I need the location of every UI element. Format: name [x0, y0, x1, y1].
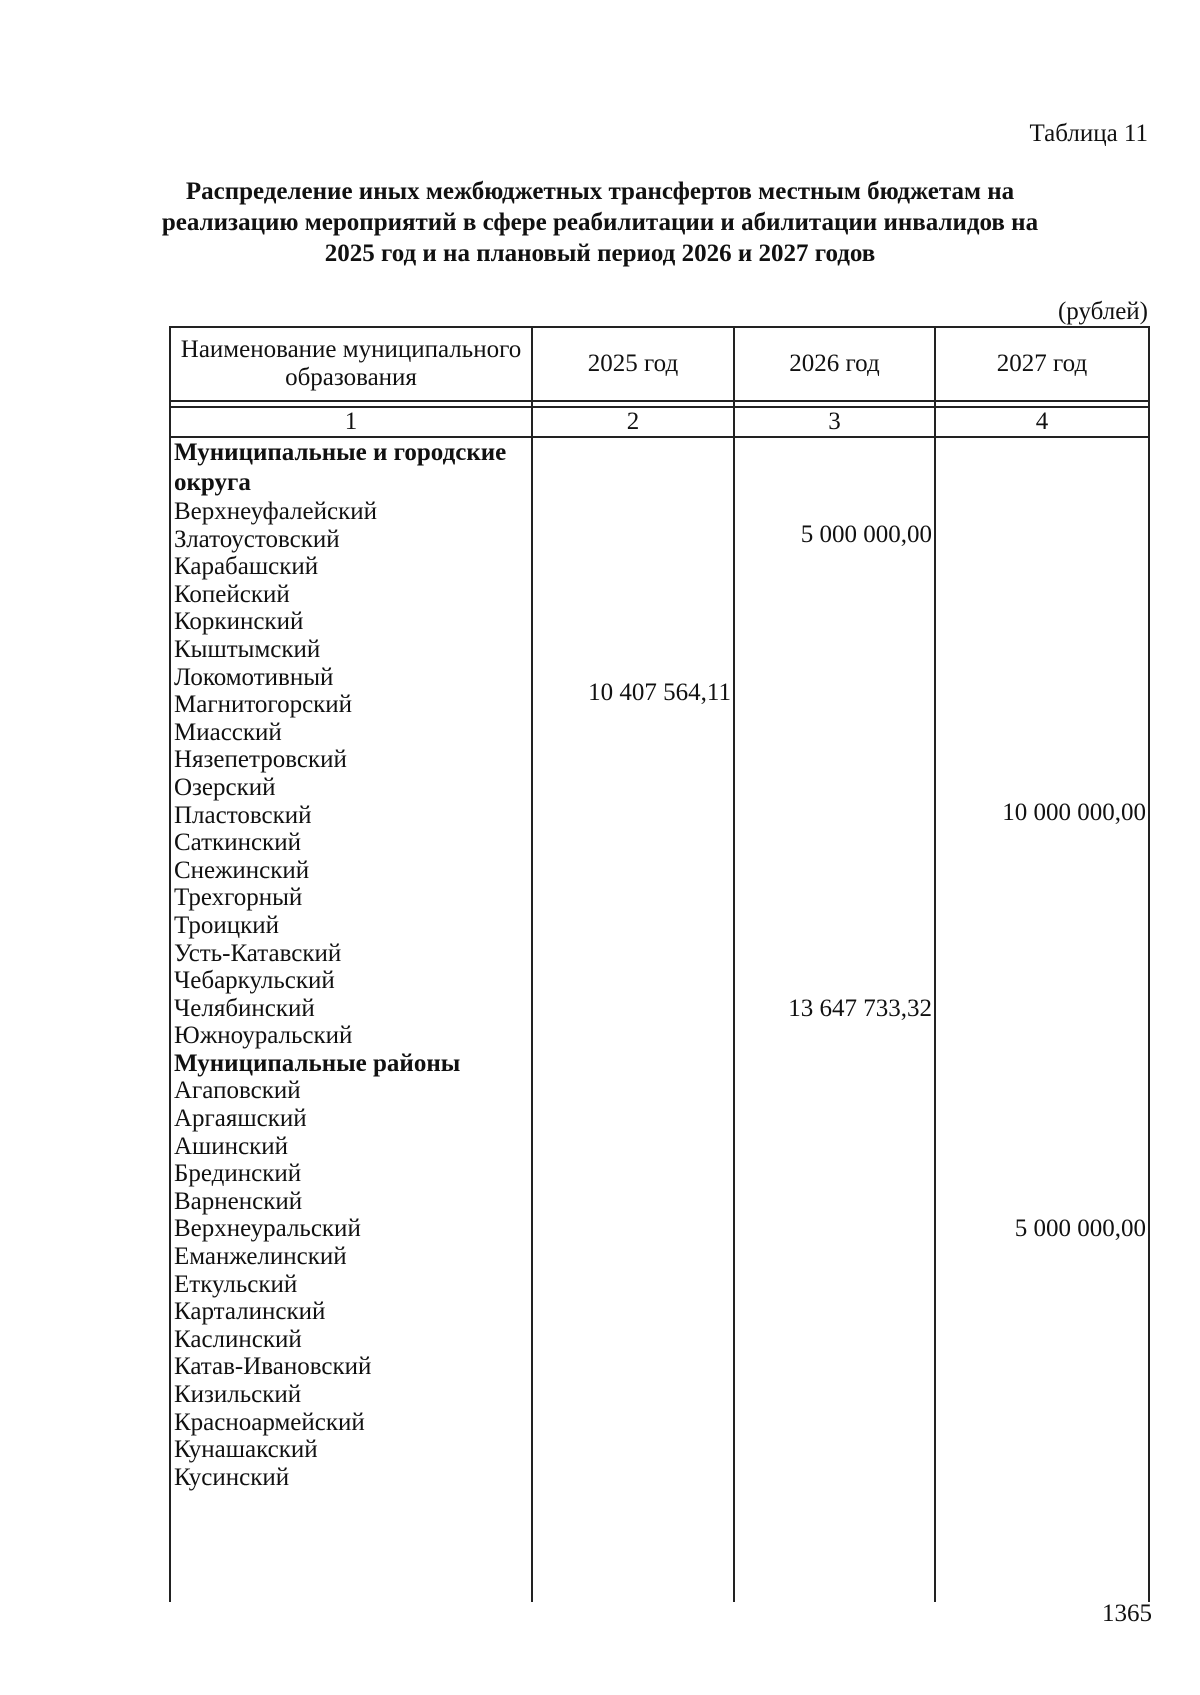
- section-title-raiony: Муниципальные районы: [174, 1049, 461, 1077]
- list-item: Локомотивный: [174, 663, 334, 691]
- list-item: Кизильский: [174, 1381, 302, 1408]
- list-item: Озерский: [174, 773, 276, 801]
- section-title-okruga: Муниципальные и городские округа: [174, 439, 507, 496]
- list-item: Еткульский: [174, 1270, 298, 1298]
- list-item: Магнитогорский: [174, 691, 353, 719]
- table-label: Таблица 11: [1029, 120, 1148, 147]
- header-row: [170, 327, 1149, 401]
- value-plast-2027: 10 000 000,00: [1002, 799, 1146, 826]
- page-number: 1365: [1102, 1600, 1152, 1627]
- value-verkhneuralsk-2027: 5 000 000,00: [1014, 1215, 1146, 1242]
- list-item: Коркинский: [174, 608, 304, 636]
- list-item: Кусинский: [174, 1463, 290, 1491]
- header-2026: 2026 год: [734, 327, 935, 401]
- column-number-3: 3: [734, 407, 935, 437]
- table-body-row: [170, 437, 1149, 1602]
- list-item: Варненский: [174, 1187, 303, 1215]
- list-item: Южноуральский: [174, 1022, 353, 1050]
- column-2027: [935, 437, 1149, 1602]
- column-number-4: 4: [935, 407, 1149, 437]
- list-item: Миасский: [174, 718, 282, 746]
- list-item: Верхнеуральский: [174, 1215, 361, 1243]
- header-2027: 2027 год: [935, 327, 1149, 401]
- list-item: Агаповский: [174, 1077, 301, 1105]
- value-chelyabinsk-2026: 13 647 733,32: [788, 995, 932, 1022]
- list-item: Катав-Ивановский: [174, 1353, 372, 1381]
- value-magnitogorsk-2025: 10 407 564,11: [588, 679, 731, 706]
- column-number-2: 2: [532, 407, 734, 437]
- municipality-list: [171, 438, 531, 1491]
- list-item: Каслинский: [174, 1325, 302, 1353]
- list-item: Верхнеуфалейский: [174, 498, 377, 525]
- title-line-3: 2025 год и на плановый период 2026 и 2027 годов: [324, 240, 876, 267]
- column-2026: [734, 437, 935, 1602]
- header-2025: 2025 год: [532, 327, 734, 401]
- distribution-table: [169, 326, 1150, 1602]
- list-item: Снежинский: [174, 856, 310, 884]
- distribution-table-container: [169, 326, 1148, 1566]
- list-item: Кунашакский: [174, 1436, 318, 1464]
- list-item: Кыштымский: [174, 635, 321, 663]
- column-number-1: 1: [170, 407, 532, 437]
- list-item: Усть-Катавский: [174, 939, 342, 967]
- municipality-column: [170, 437, 532, 1602]
- units-label: (рублей): [1057, 298, 1148, 325]
- list-item: Красноармейский: [174, 1408, 365, 1436]
- column-2025: [532, 437, 734, 1602]
- list-item: Нязепетровский: [174, 746, 347, 774]
- list-item: Златоустовский: [174, 525, 340, 553]
- list-item: Чебаркульский: [174, 967, 335, 995]
- list-item: Челябинский: [174, 994, 315, 1022]
- list-item: Трехгорный: [174, 884, 303, 912]
- list-item: Пластовский: [174, 801, 312, 829]
- header-municipality: Наименование муниципального образования: [170, 327, 532, 401]
- column-number-row: [170, 407, 1149, 437]
- title-line-1: Распределение иных межбюджетных трансфертов местным бюджетам на: [185, 178, 1015, 205]
- list-item: Троицкий: [174, 911, 279, 939]
- value-zlatoust-2026: 5 000 000,00: [800, 521, 932, 548]
- document-title: [130, 176, 1070, 269]
- list-item: Карталинский: [174, 1298, 326, 1326]
- title-line-2: реализацию мероприятий в сфере реабилитации и абилитации инвалидов на: [161, 209, 1039, 236]
- list-item: Ашинский: [174, 1132, 289, 1160]
- list-item: Карабашский: [174, 553, 319, 581]
- list-item: Саткинский: [174, 829, 301, 857]
- list-item: Копейский: [174, 580, 290, 608]
- list-item: Аргаяшский: [174, 1105, 307, 1133]
- list-item: Брединский: [174, 1160, 302, 1188]
- list-item: Еманжелинский: [174, 1243, 347, 1271]
